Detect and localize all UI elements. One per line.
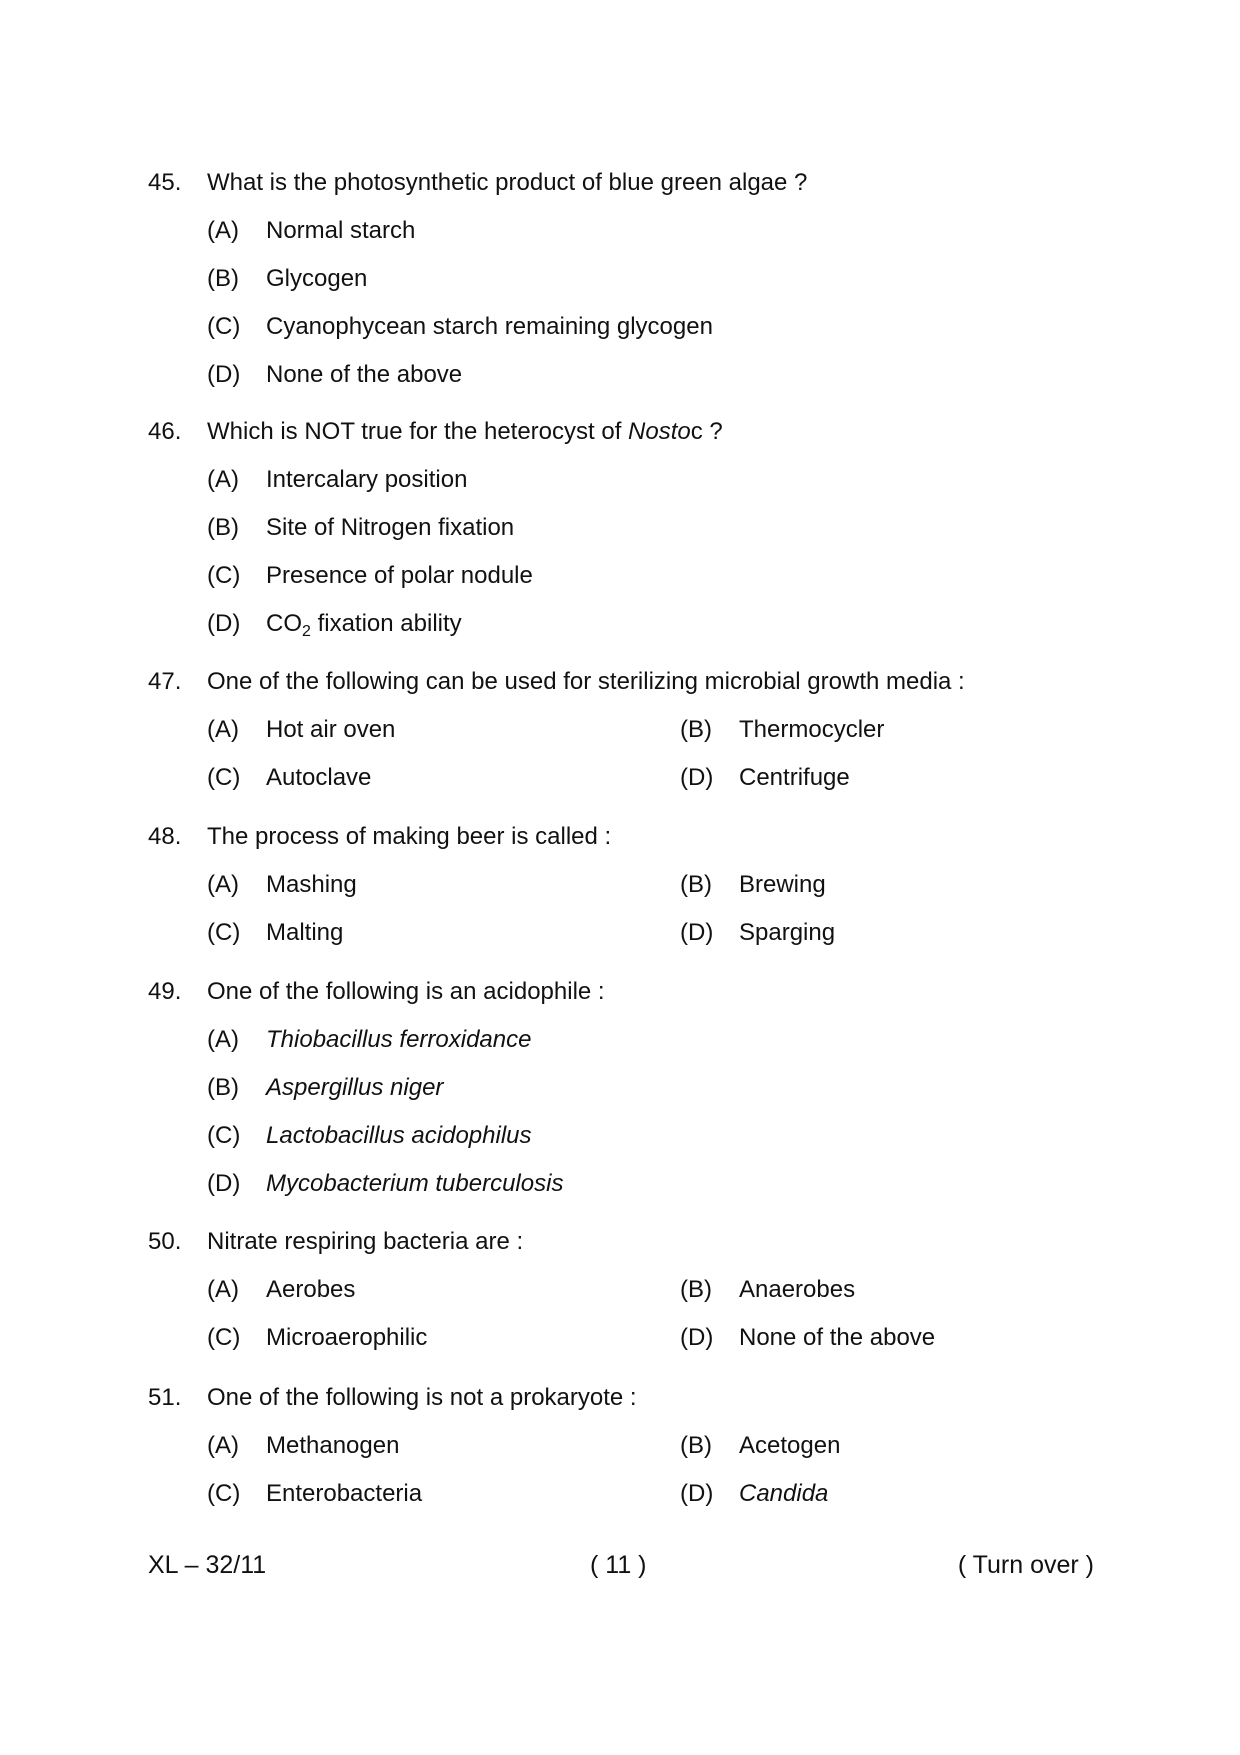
option-b	[148, 1071, 1148, 1105]
question-number: 48.	[148, 823, 182, 850]
question-number: 46.	[148, 418, 182, 445]
paper-code: XL – 32/11	[148, 1551, 267, 1579]
option-text: Malting	[266, 919, 344, 946]
option-text: Methanogen	[266, 1432, 400, 1459]
option-letter: (A)	[207, 1276, 239, 1303]
option-text: Acetogen	[739, 1432, 841, 1459]
option-letter: (D)	[680, 1324, 714, 1351]
question-number: 49.	[148, 978, 182, 1005]
option-letter: (D)	[680, 1480, 714, 1507]
option-b	[148, 511, 1148, 545]
question-text-part: c ?	[690, 418, 723, 445]
option-letter: (B)	[207, 514, 239, 541]
question-number: 47.	[148, 668, 182, 695]
option-a	[148, 463, 1148, 497]
option-text: Presence of polar nodule	[266, 562, 533, 589]
formula-rest: fixation ability	[310, 610, 462, 637]
question-text: One of the following is an acidophile :	[207, 978, 605, 1005]
option-d	[148, 1167, 1148, 1201]
question-51	[148, 1381, 1148, 1525]
option-text: Centrifuge	[739, 764, 850, 791]
option-letter: (A)	[207, 716, 239, 743]
option-text: Enterobacteria	[266, 1480, 423, 1507]
page-number: ( 11 )	[590, 1551, 647, 1579]
option-letter: (C)	[207, 313, 241, 340]
option-text: Cyanophycean starch remaining glycogen	[266, 313, 713, 340]
page-footer	[148, 1548, 1094, 1582]
option-text: Sparging	[739, 919, 836, 946]
option-letter: (C)	[207, 1122, 241, 1149]
option-c	[148, 1119, 1148, 1153]
option-text: Candida	[739, 1480, 829, 1507]
option-text: Glycogen	[266, 265, 368, 292]
option-letter: (D)	[207, 1170, 241, 1197]
option-letter: (C)	[207, 919, 241, 946]
option-d	[148, 607, 1148, 641]
option-b	[148, 262, 1148, 296]
question-47	[148, 665, 1148, 809]
option-text: Lactobacillus acidophilus	[266, 1122, 532, 1149]
option-text: None of the above	[266, 361, 463, 388]
option-text: Brewing	[739, 871, 826, 898]
option-text: Hot air oven	[266, 716, 396, 743]
option-text: Intercalary position	[266, 466, 468, 493]
question-text-part: Which is NOT true for the heterocyst of	[207, 418, 629, 445]
option-text: Microaerophilic	[266, 1324, 428, 1351]
question-45	[148, 166, 1148, 406]
option-letter: (B)	[207, 265, 239, 292]
option-c	[148, 559, 1148, 593]
option-letter: (C)	[207, 1480, 241, 1507]
option-letter: (C)	[207, 562, 241, 589]
option-d	[148, 358, 1148, 392]
option-a	[148, 1023, 1148, 1057]
option-text: Mycobacterium tuberculosis	[266, 1170, 564, 1197]
option-letter: (C)	[207, 764, 241, 791]
genus-name: Nosto	[628, 418, 691, 445]
question-text: What is the photosynthetic product of blue green algae ?	[207, 169, 808, 196]
question-46	[148, 415, 1148, 655]
question-number: 50.	[148, 1228, 182, 1255]
option-letter: (B)	[680, 1276, 712, 1303]
option-letter: (A)	[207, 1026, 239, 1053]
option-letter: (D)	[207, 361, 241, 388]
question-text: The process of making beer is called :	[207, 823, 612, 850]
formula-subscript: 2	[302, 623, 311, 640]
formula-main: CO	[266, 610, 302, 637]
option-c	[148, 310, 1148, 344]
option-letter: (A)	[207, 871, 239, 898]
question-number: 51.	[148, 1384, 182, 1411]
question-text: One of the following can be used for sterilizing microbial growth media :	[207, 668, 965, 695]
option-letter: (A)	[207, 466, 239, 493]
question-number: 45.	[148, 169, 182, 196]
option-letter: (C)	[207, 1324, 241, 1351]
option-text: Mashing	[266, 871, 357, 898]
option-letter: (A)	[207, 1432, 239, 1459]
option-text: Normal starch	[266, 217, 416, 244]
question-48	[148, 820, 1148, 964]
option-letter: (B)	[680, 871, 712, 898]
option-letter: (A)	[207, 217, 239, 244]
question-text: One of the following is not a prokaryote :	[207, 1384, 637, 1411]
option-letter: (B)	[207, 1074, 239, 1101]
question-text: Nitrate respiring bacteria are :	[207, 1228, 524, 1255]
option-text: Anaerobes	[739, 1276, 856, 1303]
question-text	[207, 415, 723, 449]
option-letter: (B)	[680, 1432, 712, 1459]
option-text: Aspergillus niger	[266, 1074, 444, 1101]
option-text	[266, 607, 462, 641]
option-letter: (D)	[680, 919, 714, 946]
question-50	[148, 1225, 1148, 1369]
turn-over-note: ( Turn over )	[957, 1551, 1094, 1579]
option-text: None of the above	[739, 1324, 936, 1351]
option-text: Autoclave	[266, 764, 372, 791]
option-letter: (D)	[207, 610, 241, 637]
question-49	[148, 975, 1148, 1215]
option-letter: (B)	[680, 716, 712, 743]
option-text: Thiobacillus ferroxidance	[266, 1026, 532, 1053]
option-a	[148, 214, 1148, 248]
option-text: Aerobes	[266, 1276, 356, 1303]
option-text: Thermocycler	[739, 716, 885, 743]
option-text: Site of Nitrogen fixation	[266, 514, 515, 541]
option-letter: (D)	[680, 764, 714, 791]
